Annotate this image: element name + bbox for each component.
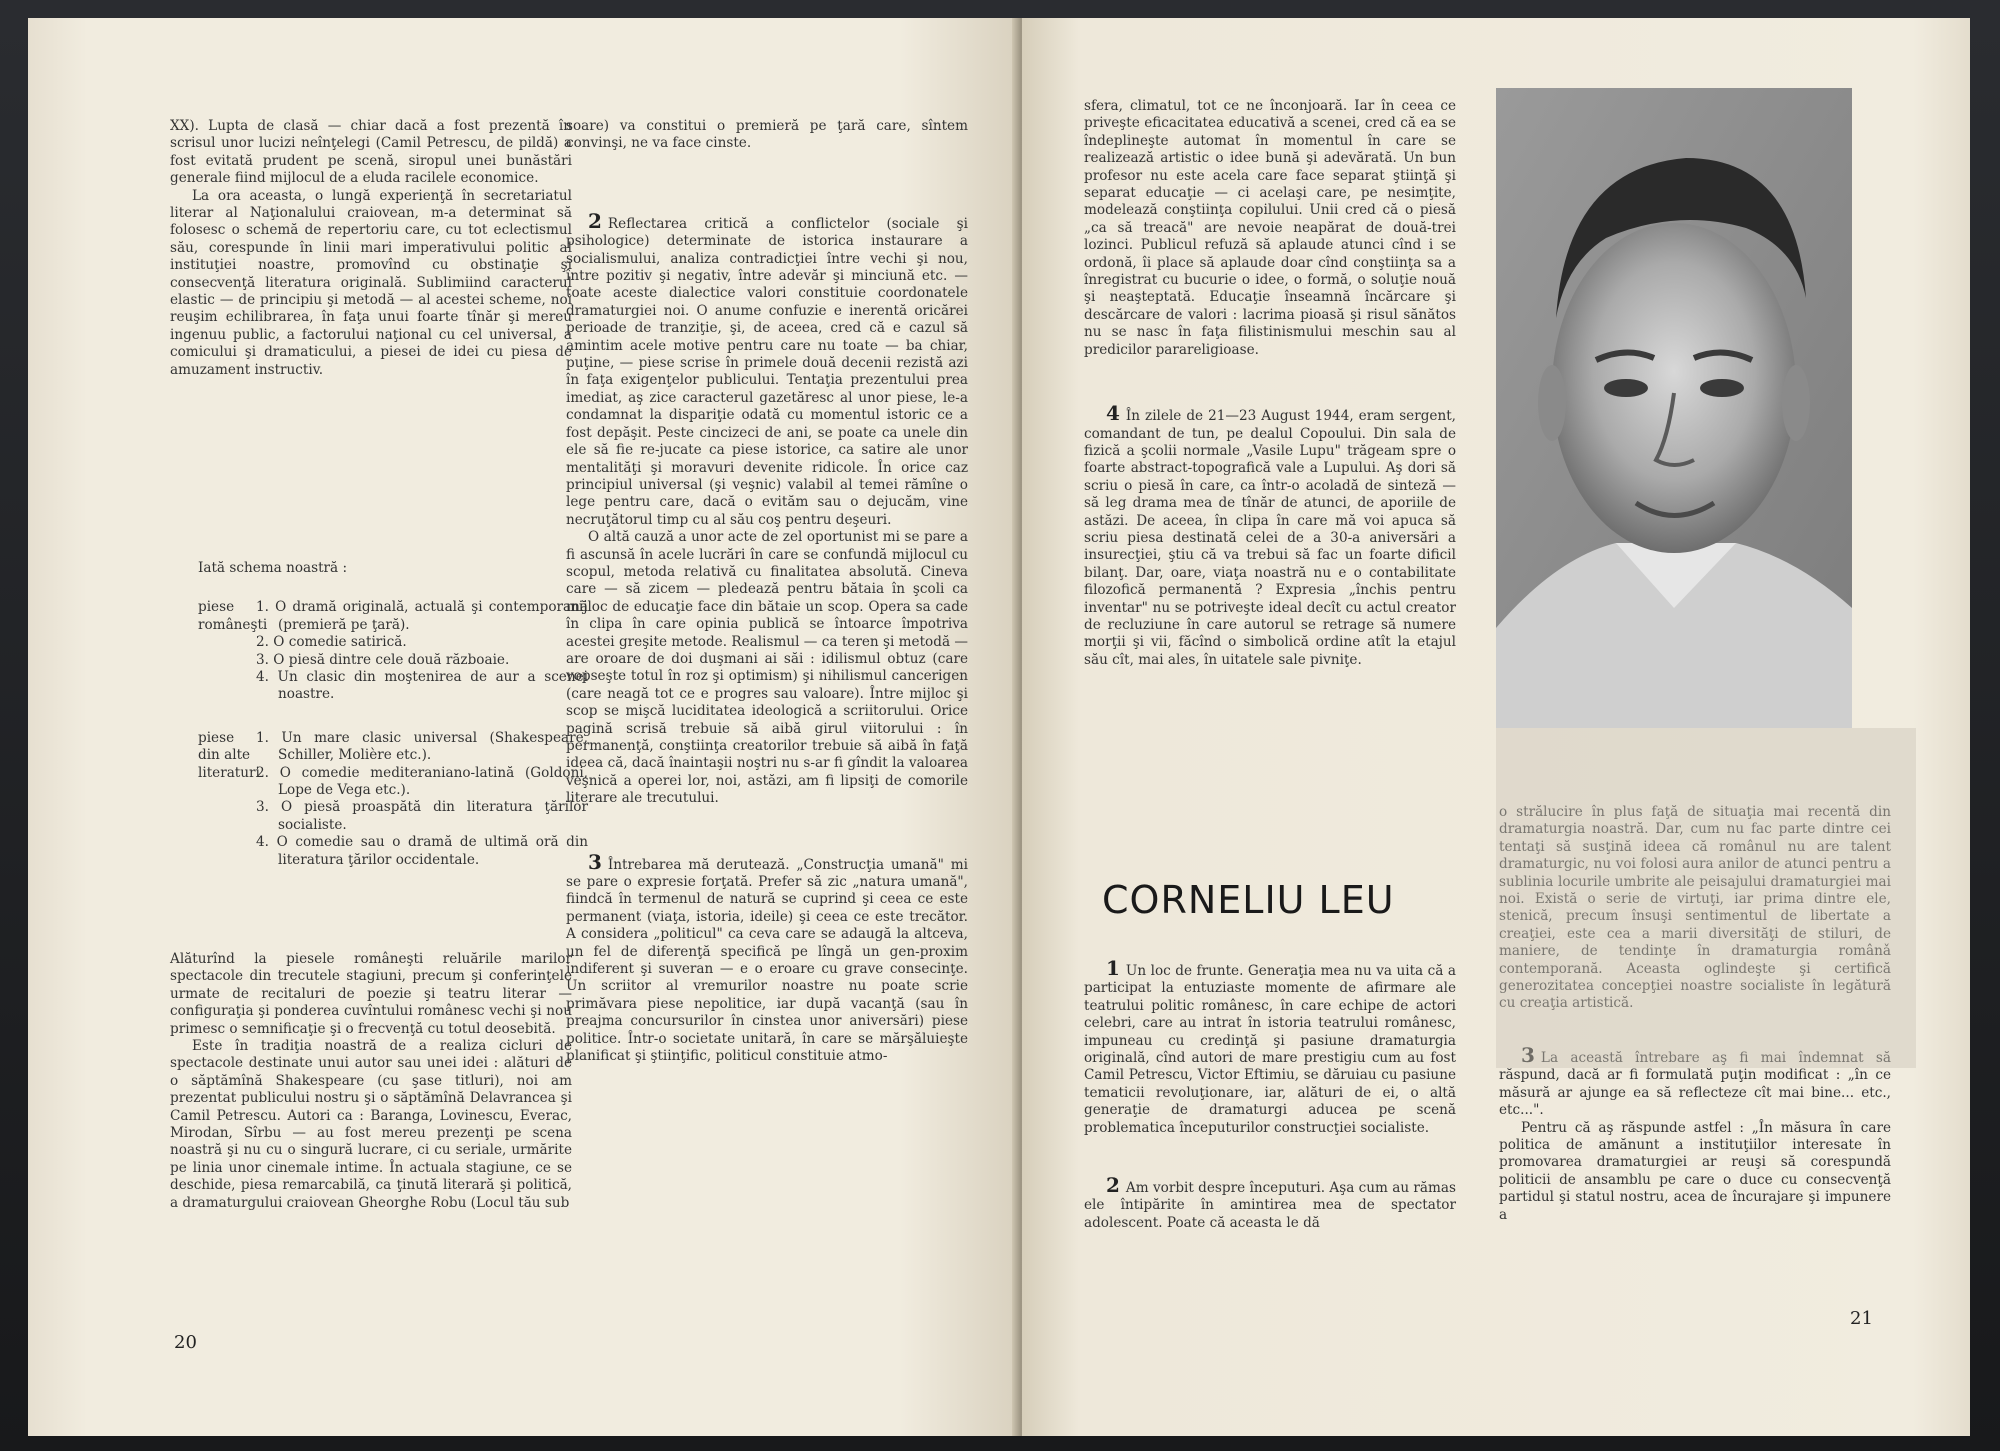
paragraph: Este în tradiţia noastră de a realiza cicluri de spectacole destinate unui autor sau unei idei : alături de o săptămînă Shakespeare (cu şase titluri), noi am prezentat publicului nostru şi o săptămînă Delavrancea şi Camil Petrescu. Autori ca : Baranga, Lovinescu, Everac, Mirodan, Sîrbu — au fost mereu prezenţi pe scena noastră şi nu cu o singură lucrare, ci cu seriale, urmărite pe linia unor cinemale intime. În actuala stagiune, ce se deschide, piesa remarcabilă, ca ţinută literară şi politică, a dramaturgului craiovean Gheorghe Robu (Locul tău sub bbox=[170, 1038, 572, 1211]
page-number: 21 bbox=[1850, 1308, 1873, 1329]
scheme-item: 1. O dramă originală, actuală şi contemporană (premieră pe ţară). bbox=[256, 599, 588, 633]
scheme-item: 3. O piesă proaspătă din literatura ţărilor socialiste. bbox=[256, 799, 588, 833]
scheme-item: 3. O piesă dintre cele două războaie. bbox=[256, 651, 510, 668]
scheme-group-foreign bbox=[198, 730, 588, 869]
paragraph: Pentru că aş răspunde astfel : „În măsura în care politica de amănunt a instituţiilor interesate în promovarea dramaturgiei ar reuşi să corespundă politicii de ansamblu pe care o duce cu consecvenţă partidul şi statul nostru, acea de încurajare şi impunere a bbox=[1499, 1119, 1891, 1223]
left-column-1-bottom bbox=[170, 951, 572, 1212]
portrait-photo bbox=[1496, 88, 1852, 728]
scheme-group-label: piese româneşti bbox=[198, 599, 268, 633]
paragraph: Un loc de frunte. Generaţia mea nu va uita că a participat la entuziaste momente de afirmare ale teatrului politic românesc, în care echipe de actori celebri, care au intrat în istoria teatrului românesc, impuneau cu credinţă şi pasiune dramaturgia originală, cînd autori de mare prestigiu cum au fost Camil Petrescu, Victor Eftimiu, se dăruiau cu pasiune tematicii revoluţionare, iar, alături de ei, o altă generaţie de dramaturgi aducea pe scenă problematica începuturilor construcţiei socialiste. bbox=[1084, 963, 1456, 1136]
scheme-item: 2. O comedie satirică. bbox=[256, 634, 407, 651]
portrait-photo-icon bbox=[1496, 88, 1852, 728]
scheme-item: 1. Un mare clasic universal (Shakespeare, Schiller, Molière etc.). bbox=[256, 729, 588, 764]
paragraph: Am vorbit despre începuturi. Aşa cum au rămas ele întipărite în amintirea mea de spectator adolescent. Poate că aceasta le dă bbox=[1084, 1180, 1456, 1231]
answer-number: 2 bbox=[588, 208, 602, 233]
paragraph: În zilele de 21—23 August 1944, eram sergent, comandant de tun, pe dealul Copoului. Din sala de fizică a şcolii normale „Vasile Lupu" trăgeam spre o foarte abstract-topografică vale a Lupului. Aş dori să scriu o piesă în care, ca într-o acoladă de sinteză — să leg drama mea de tînăr de atunci, de aporiile de astăzi. De aceea, în clipa în care mă voi apuca să scriu piesa destinată celei de a 30-a aniversări a insurecţiei, ştiu că va trebui să fac un foarte dificil bilanţ. Dar, oare, viaţa noastră nu e o contabilitate filozofică permanentă ? Expresia „închis pentru inventar" nu se potriveşte ideal decît cu actul creator de recluziune în care autorul se retrage să numere morţii şi vii, făcînd o simbolică ordine atît la etajul său cît, mai ales, în uitatele sale pivniţe. bbox=[1084, 408, 1456, 668]
scheme-item: 4. O comedie sau o dramă de ultimă oră din literatura ţărilor occidentale. bbox=[256, 834, 588, 868]
answer-number: 4 bbox=[1106, 401, 1120, 426]
left-column-2 bbox=[566, 118, 968, 1066]
paragraph: Alăturînd la piesele româneşti reluările marilor spectacole din trecutele stagiuni, precum şi conferinţele urmate de recitaluri de poezie şi teatru literar — configuraţia şi ponderea cuvîntului românesc vechi şi nou primesc o semnificaţie şi o frecvenţă cu totul deosebită. bbox=[170, 951, 572, 1037]
answer-number: 3 bbox=[588, 849, 602, 874]
scheme-items bbox=[256, 599, 588, 703]
scheme-items bbox=[256, 730, 588, 869]
paragraph: La ora aceasta, o lungă experienţă în secretariatul literar al Naţionalului craiovean, m-a determinat să folosesc o schemă de repertoriu care, cu tot eclectismul său, corespunde în linii mari imperativului politic al instituţiei noastre, promovînd cu obstinaţie şi consecvenţă literatura originală. Sublimiind caracterul elastic — de principiu şi metodă — al acestei scheme, noi reuşim echilibrarea, în faţa unui foarte tînăr şi mereu ingenuu public, a factorului naţional cu cel universal, a comicului şi dramaticului, a piesei de idei cu piesa de amuzament instructiv. bbox=[170, 187, 572, 378]
left-column-1-top bbox=[170, 118, 572, 379]
answer-number: 1 bbox=[1106, 956, 1120, 980]
author-title: CORNELIU LEU bbox=[1102, 878, 1395, 922]
repertoire-scheme bbox=[198, 560, 588, 895]
paragraph: XX). Lupta de clasă — chiar dacă a fost prezentă în scrisul unor lucizi neînţelegi (Camil Petrescu, de pildă) a fost evitată prudent pe scenă, siropul unei bunăstări generale fiind mijlocul de a eluda racilele economice. bbox=[170, 118, 572, 187]
page-discoloration bbox=[1496, 728, 1916, 1068]
paragraph: La această întrebare aş fi mai îndemnat să răspund, dacă ar fi formulată puţin modificat : „în ce măsură ar ajunge ea să reflecteze cît mai bine... etc., etc...". bbox=[1499, 1049, 1891, 1119]
scheme-intro: Iată schema noastră : bbox=[198, 560, 348, 576]
left-page bbox=[28, 18, 1018, 1436]
scheme-group-label: piese din alte literaturi bbox=[198, 729, 260, 781]
paragraph: Întrebarea mă derutează. „Construcţia umană" mi se pare o expresie forţată. Prefer să zic „natura umană", fiindcă în termenul de natură se cuprind şi ceea ce este permanent (viaţa, istoria, ideile) şi ceea ce este trecător. A considera „politicul" ca ceva care se adaugă la altceva, un fel de diferenţă specifică pe lîngă un gen-proxim indiferent şi suveran — e o eroare cu grave consecinţe. Un scriitor al vremurilor noastre nu poate scrie primăvara piese nepolitice, iar după vacanţă (sau în preajma concursurilor în cinstea unor aniversări) piese politice. Într-o societate unitară, în care se mărşăluieşte planificat şi ştiinţific, politicul constituie atmo- bbox=[566, 856, 968, 1065]
paragraph: soare) va constitui o premieră pe ţară care, sîntem convinşi, ne va face cinste. bbox=[566, 118, 968, 152]
paragraph: o strălucire în plus faţă de situaţia mai recentă din dramaturgia noastră. Dar, cum nu fac parte dintre cei tentaţi să susţină ideea că românul nu are talent dramaturgic, nu voi folosi aura anilor de atunci pentru a sublinia locurile umbrite ale peisajului dramaturgiei mai noi. Există o serie de virtuţi, iar prima dintre ele, stenică, precum însuşi sentimentul de libertate a creaţiei, este cea a marii diversităţi de stiluri, de maniere, de tendinţe în dramaturgia românǎ contemporană. Aceasta oglindeşte şi certifică generozitatea concepţiei noastre socialiste în legătură cu creaţia artistică. bbox=[1499, 804, 1891, 1012]
answer-number: 3 bbox=[1521, 1042, 1535, 1067]
answer-number: 2 bbox=[1106, 1173, 1120, 1198]
scheme-item: 2. O comedie mediteraniano-latină (Goldoni, Lope de Vega etc.). bbox=[256, 764, 588, 799]
right-column-1-bottom bbox=[1084, 956, 1456, 1232]
page-number: 20 bbox=[174, 1332, 197, 1353]
scheme-item: 4. Un clasic din moştenirea de aur a scenei noastre. bbox=[256, 669, 588, 703]
right-column-1-top bbox=[1084, 98, 1456, 669]
paragraph: Reflectarea critică a conflictelor (sociale şi psihologice) determinate de istorica instaurare a socialismului, analiza contradicţiei între vechi şi nou, între pozitiv şi negativ, între adevăr şi minciună etc. — toate aceste dialectice valori constituie coordonatele dramaturgiei noi. O anume confuzie e inerentă oricărei perioade de tranziţie, şi, de aceea, cred că e cazul să amintim acele motive pentru care nu toate — ba chiar, puţine, — piese scrise în primele două decenii rezistă azi în faţa exigenţelor publicului. Tentaţia prezentului prea imediat, aş zice caracterul gazetăresc al unor piese, le-a condamnat la dispariţie odată cu momentul istoric ce a fost depăşit. Peste cincizeci de ani, se poate ca unele din ele să fie re-jucate ca piese istorice, ca satire ale unor mentalităţi şi moravuri devenite ridicole. În orice caz principiul universal (şi veşnic) valabil al temei rămîne o lege pentru care, dacă o evităm sau o dejucăm, vine necruţătorul timp cu al său coş pentru deşeuri. bbox=[566, 215, 968, 528]
scheme-group-romanian bbox=[198, 599, 588, 703]
paragraph: sfera, climatul, tot ce ne înconjoară. Iar în ceea ce priveşte eficacitatea educativă a scenei, cred că ea se îndeplineşte automat în momentul în care se realizează artistic o idee bună şi adevărată. Un bun profesor nu este acela care face separat ştiinţă şi separat educaţie — ci acelaşi care, pe nesimţite, modelează conştiinţa copilului. Unii cred că o piesă „ca să treacă" are nevoie neapărat de două-trei lozinci. Publicul refuză să aplaude atunci cînd i se ordonă, îi place să aplaude doar cînd conştiinţa sa a înregistrat cu bucurie o idee, o formă, o soluţie nouă şi neaşteptată. Educaţie înseamnă încărcare şi descărcare de valori : lacrima pioasă şi risul sănătos nu se nasc în faţa filistinismului meschin sau al predicilor parareligioase. bbox=[1084, 98, 1456, 358]
paragraph: O altă cauză a unor acte de zel oportunist mi se pare a fi ascunsă în acele lucrări în care se confundă mijlocul cu scopul, metoda relativă cu finalitatea absolută. Cineva care — să zicem — pledează pentru bătaia în şcoli ca mijloc de educaţie face din bătaie un scop. Opera sa cade în clipa în care opinia publică se întoarce împotriva acestei greşite metode. Realismul — ca teren şi metodă — are oroare de doi duşmani ai săi : idilismul obtuz (care vopseşte totul în roz şi optimism) şi nihilismul cancerigen (care neagă tot ce e progres sau valoare). Între mijloc şi scop se mişcă luciditatea ideologică a scriitorului. Orice pagină scrisă trebuie să aibă girul viitorului : în permanenţă, conştiinţa creatorilor trebuie să aibă în faţă ideea că, dacă înaintaşii noştri nu s-ar fi gîndit la valoarea veşnică a operei lor, noi, astăzi, am fi lipsiţi de comorile literare ale trecutului. bbox=[566, 529, 968, 807]
